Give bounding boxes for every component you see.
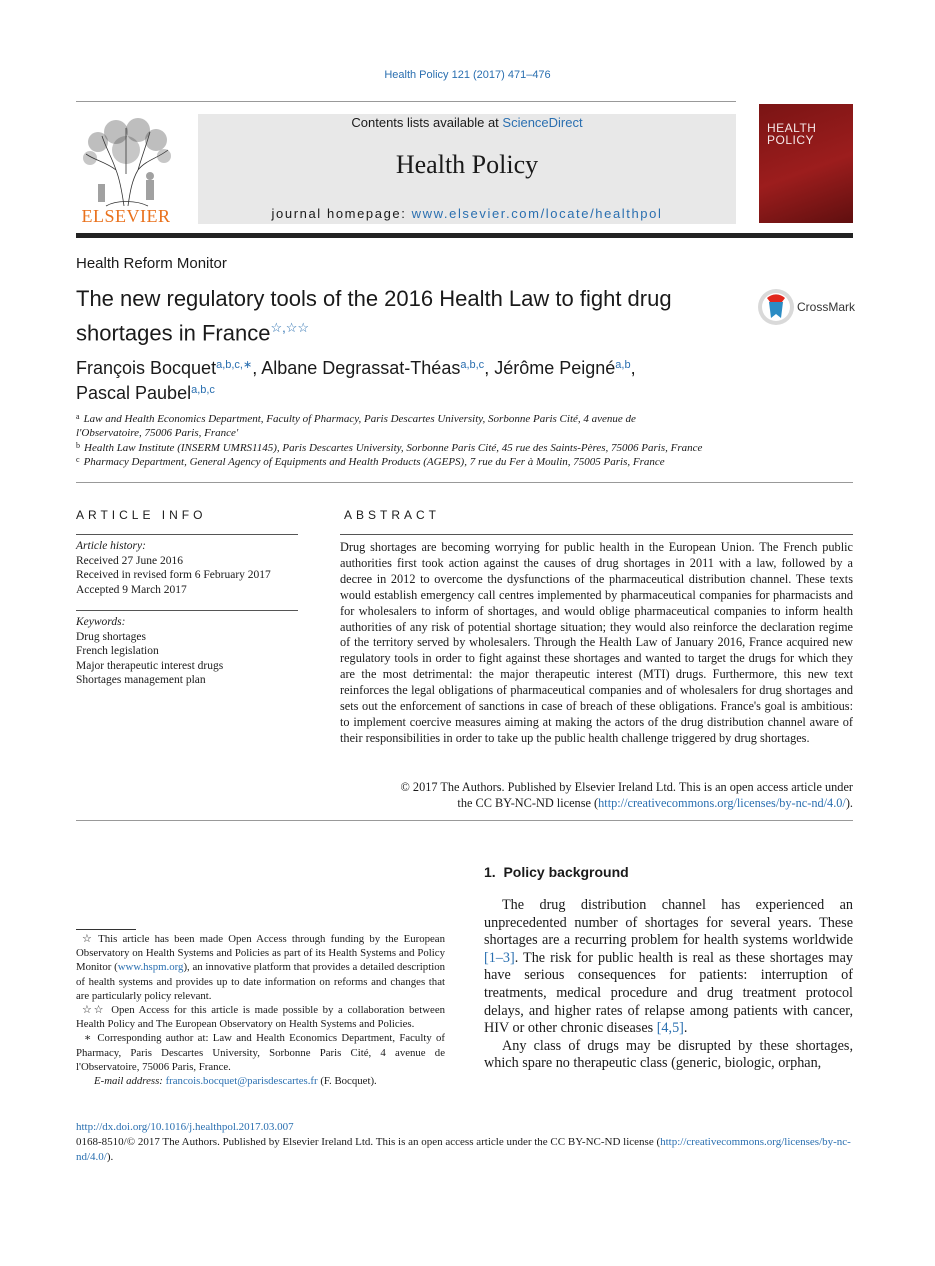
abstract-body: Drug shortages are becoming worrying for public health in the European Union. The French public authorities first took action against the causes of drug shortages in 2011 with a law, followed by a decree in 2012 to overcome the dysfunctions of the pharmaceutical distribution channel. These texts would establish emergency call centres implemented by pharmaceutical companies for pharmacists and for wholesalers to inform of shortages, and would oblige pharmaceutical companies to inform health authorities of any risk of potential shortage situation; they would also reinforce the declaration regime of the territory served by wholesalers. Through the Health Law of January 2016, France acquired new regulatory tools in order to fight against these shortages and wanted to target the drugs for which they are the most detrimental: the major therapeutic interest (MTI) drugs. Furthermore, this new text reinforces the legal obligations of pharmaceutical companies and of wholesalers for drug shortages and sets out the enforcement of sanctions in case of breach of these obligations. France's goal is ambitious: to implement coercive measures aiming at making the actors of the drug distribution channel aware of their responsibilities in order to take up the public health challenge triggered by drug shortages.: [340, 540, 853, 745]
header-divider: [76, 101, 736, 102]
article-section-label: Health Reform Monitor: [76, 255, 227, 272]
affiliation-key: a: [76, 412, 80, 421]
body-text: [484, 897, 853, 1073]
cover-title-line1: HEALTH: [767, 121, 817, 135]
author-separator: ,: [630, 358, 636, 378]
author-name[interactable]: Jérôme Peigné: [494, 358, 616, 378]
copyright-line-1: © 2017 The Authors. Published by Elsevier Ireland Ltd. This is an open access article under: [400, 780, 853, 794]
keyword-item: Major therapeutic interest drugs: [76, 659, 224, 672]
section-heading: [484, 864, 629, 880]
abstract-heading: ABSTRACT: [344, 508, 441, 522]
paragraph: [484, 897, 853, 1038]
abstract-copyright: [340, 780, 853, 812]
header-thick-rule: [76, 233, 853, 238]
author-affiliation-marks[interactable]: a,b,c,∗: [216, 359, 253, 371]
citation-link[interactable]: [1–3]: [484, 949, 515, 966]
footnote-mark: ☆☆: [82, 1004, 106, 1017]
license-text: 0168-8510/© 2017 The Authors. Published by Elsevier Ireland Ltd. This is an open access article under the CC BY-NC-ND license (: [76, 1136, 661, 1148]
affiliation-c: [76, 453, 776, 469]
title-footnote-marks[interactable]: ☆,☆☆: [270, 320, 310, 335]
affiliation-key: c: [76, 455, 80, 464]
copyright-line-2: [340, 796, 853, 812]
footnote-text: This article has been made Open Access through funding by the European Observatory on Health Systems and Policies as part of its Health Systems and Policy Monitor (: [76, 933, 445, 974]
accepted-date: Accepted 9 March 2017: [76, 583, 187, 596]
license-footer-link[interactable]: http://creativecommons.org/licenses/by-nc-nd/4.0/: [76, 1136, 851, 1163]
journal-homepage: [198, 206, 736, 221]
section-number: 1.: [484, 864, 496, 880]
sciencedirect-link[interactable]: ScienceDirect: [502, 115, 583, 130]
contents-available: [198, 115, 736, 130]
homepage-link[interactable]: www.elsevier.com/locate/healthpol: [411, 206, 663, 221]
publisher-name: ELSEVIER: [81, 206, 171, 226]
copyright-prefix: the CC BY-NC-ND license (: [457, 795, 599, 810]
article-history: [76, 539, 298, 597]
abstract-rule: [340, 534, 853, 535]
article-title: [76, 284, 746, 347]
email-link[interactable]: francois.bocquet@parisdescartes.fr: [165, 1075, 318, 1088]
journal-citation[interactable]: Health Policy 121 (2017) 471–476: [384, 69, 551, 81]
journal-masthead: [198, 114, 736, 224]
author-name[interactable]: François Bocquet: [76, 358, 217, 378]
author-affiliation-marks[interactable]: a,b,c: [460, 359, 485, 371]
footnote-email: [76, 1074, 445, 1088]
cover-title: [767, 122, 816, 146]
journal-title: Health Policy: [395, 150, 539, 179]
footnote-corresponding: [76, 1031, 445, 1074]
footnotes: [76, 932, 445, 1088]
footnote-collaboration: [76, 1003, 445, 1031]
affiliation-key: b: [76, 441, 80, 450]
license-text: ).: [106, 1150, 114, 1163]
keywords-rule: [76, 610, 298, 611]
journal-cover[interactable]: [759, 104, 853, 223]
footnote-mark: ∗: [84, 1032, 92, 1045]
keyword-item: French legislation: [76, 645, 159, 657]
footnote-text: Corresponding author at: Law and Health Economics Department, Faculty of Pharmacy, Paris Descartes University, Sorbonne Paris Cité, 4 avenue de l'Observatoire, 75006 Paris, France.: [76, 1032, 445, 1073]
footnote-text: Open Access for this article is made possible by a collaboration between Health Policy and The European Observatory on Health Systems and Policies.: [76, 1004, 446, 1031]
footnote-text: ), an innovative platform that provides a detailed description of health systems and provides up to date information on reforms and changes that are particularly policy relevant.: [76, 961, 445, 1002]
paragraph-text: The drug distribution channel has experienced an unprecedented number of shortages for several years. These shortages are a recurring problem for health systems worldwide: [484, 897, 853, 949]
article-info-heading: ARTICLE INFO: [76, 508, 207, 522]
author-separator: ,: [484, 358, 495, 378]
history-label: Article history:: [76, 540, 146, 552]
doi-link[interactable]: http://dx.doi.org/10.1016/j.healthpol.2017.03.007: [76, 1121, 294, 1133]
email-suffix: (F. Bocquet).: [317, 1075, 377, 1088]
author-name[interactable]: Pascal Paubel: [76, 383, 192, 403]
affiliation-a: [76, 410, 696, 440]
cover-title-line2: POLICY: [767, 133, 815, 147]
revised-date: Received in revised form 6 February 2017: [76, 569, 271, 581]
paragraph-text: . The risk for public health is real as these shortages may have serious consequences for patients: interruption of treatments, medical procedure and drug treatment protocol delays, and higher rates of relapse among patients with cancer, HIV or other chronic diseases: [484, 949, 853, 1037]
keywords-label: Keywords:: [76, 616, 126, 628]
homepage-prefix: journal homepage:: [271, 206, 412, 221]
author-affiliation-marks[interactable]: a,b: [615, 359, 631, 371]
author-list: [76, 354, 776, 404]
author-affiliation-marks[interactable]: a,b,c: [191, 384, 215, 396]
crossmark-icon: [757, 288, 795, 326]
crossmark-label: CrossMark: [797, 300, 856, 314]
footnote-open-access: [76, 932, 445, 1003]
article-info-rule: [76, 534, 298, 535]
affiliation-text: Pharmacy Department, General Agency of Equipments and Health Products (AGEPS), 7 rue du Fer à Moulin, 75005 Paris, France: [83, 456, 665, 468]
license-link[interactable]: http://creativecommons.org/licenses/by-nc-nd/4.0/: [598, 795, 846, 810]
keyword-item: Shortages management plan: [76, 674, 206, 686]
keyword-item: Drug shortages: [76, 630, 146, 643]
front-matter-divider: [76, 482, 853, 483]
license-footer: [76, 1135, 853, 1164]
paragraph: Any class of drugs may be disrupted by these shortages, which spare no therapeutic class (generic, biologic, orphan,: [484, 1037, 853, 1072]
received-date: Received 27 June 2016: [76, 554, 183, 567]
hspm-link[interactable]: www.hspm.org: [117, 961, 184, 974]
author-separator: ,: [252, 358, 262, 378]
affiliation-text: Law and Health Economics Department, Faculty of Pharmacy, Paris Descartes University, Sorbonne Paris Cité, 4 avenue de l'Observatoire, 75006 Paris, France': [76, 413, 636, 439]
copyright-suffix: ).: [845, 795, 853, 810]
contents-prefix: Contents lists available at: [351, 115, 503, 130]
author-name[interactable]: Albane Degrassat-Théas: [261, 358, 461, 378]
footnote-mark: ☆: [82, 933, 95, 945]
crossmark-badge[interactable]: [757, 288, 856, 326]
section-title: Policy background: [503, 864, 629, 880]
paragraph-text: .: [683, 1020, 688, 1037]
abstract-end-divider: [76, 820, 853, 821]
keywords-block: [76, 615, 298, 688]
citation-link[interactable]: [4,5]: [656, 1020, 684, 1037]
affiliation-text: Health Law Institute (INSERM UMRS1145), Paris Descartes University, Sorbonne Paris Cité, 45 rue des Saints-Pères, 75006 Paris, France: [84, 442, 703, 454]
article-title-text: The new regulatory tools of the 2016 Health Law to fight drug shortages in France: [76, 286, 672, 346]
footnote-rule: [76, 929, 136, 930]
email-label: E-mail address:: [94, 1075, 163, 1088]
